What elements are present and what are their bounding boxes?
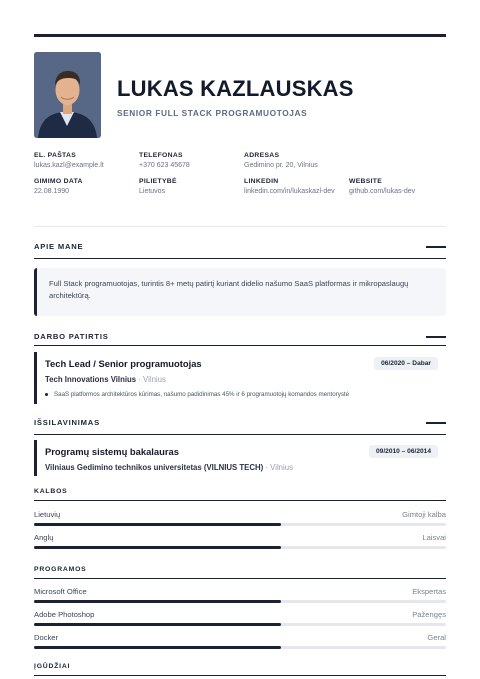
language-name: Anglų <box>34 533 54 542</box>
school-name: Vilniaus Gedimino technikos universitetas (VILNIUS TECH) <box>45 463 264 472</box>
section-head-experience <box>34 332 446 341</box>
info-label: PILIETYBĖ <box>139 178 177 186</box>
profile-photo <box>34 52 101 138</box>
section-rule <box>34 258 446 259</box>
info-value[interactable]: linkedin.com/in/lukaskazl-dev <box>244 188 335 196</box>
language-item <box>34 533 446 549</box>
section-dash <box>426 336 446 338</box>
info-value: Lietuvos <box>139 188 166 196</box>
info-address <box>244 152 349 170</box>
info-birthdate <box>34 178 139 196</box>
info-linkedin <box>244 178 349 196</box>
info-label: EL. PAŠTAS <box>34 152 77 159</box>
section-head-education <box>34 418 446 427</box>
bullet-dot-icon <box>45 393 48 396</box>
program-name: Microsoft Office <box>34 587 87 596</box>
level-bar <box>34 523 446 526</box>
sub-head-skills <box>34 663 446 676</box>
candidate-name: LUKAS KAZLAUSKAS <box>117 76 354 101</box>
language-level: Gimtoji kalba <box>402 510 446 519</box>
info-phone <box>139 152 244 170</box>
info-value[interactable]: github.com/lukas-dev <box>349 188 416 196</box>
level-bar-fill <box>34 600 281 603</box>
info-label: WEBSITE <box>349 178 383 186</box>
job-company <box>45 375 438 384</box>
info-email <box>34 152 139 170</box>
program-name: Adobe Photoshop <box>34 610 95 619</box>
school <box>45 463 438 472</box>
sub-rule <box>34 578 446 579</box>
level-bar-fill <box>34 523 281 526</box>
info-label: TELEFONAS <box>139 152 183 159</box>
school-location: · Vilnius <box>265 463 293 472</box>
sub-title: ĮGŪDŽIAI <box>34 663 71 670</box>
info-label: ADRESAS <box>244 152 280 159</box>
job-entry <box>34 352 446 404</box>
section-dash <box>426 246 446 248</box>
level-bar-fill <box>34 646 281 649</box>
language-item <box>34 510 446 526</box>
section-head-about <box>34 242 446 251</box>
resume-header <box>34 52 354 138</box>
info-website <box>349 178 446 196</box>
company-location: · Vilnius <box>138 375 166 384</box>
program-item <box>34 610 446 626</box>
sub-title: PROGRAMOS <box>34 566 87 573</box>
section-title: APIE MANE <box>34 242 84 251</box>
degree-title: Programų sistemų bakalauras <box>45 446 179 457</box>
info-value[interactable]: +370 623 45678 <box>139 162 190 169</box>
sub-head-languages <box>34 488 446 501</box>
section-title: DARBO PATIRTIS <box>34 332 109 341</box>
level-bar <box>34 546 446 549</box>
top-rule <box>34 34 446 37</box>
level-bar <box>34 600 446 603</box>
language-level: Laisvai <box>422 533 446 542</box>
contact-info-grid <box>34 152 446 197</box>
about-text: Full Stack programuotojas, turintis 8+ metų patirtį kuriant didelio našumo SaaS platformas ir mikropaslaugų architektūrą. <box>34 268 446 316</box>
program-name: Docker <box>34 633 59 642</box>
company-name: Tech Innovations Vilnius <box>45 375 137 384</box>
level-bar <box>34 646 446 649</box>
info-label: GIMIMO DATA <box>34 178 83 186</box>
info-value: 22.08.1990 <box>34 188 70 196</box>
name-block <box>117 76 354 118</box>
candidate-role: SENIOR FULL STACK PROGRAMUOTOJAS <box>117 108 308 118</box>
info-citizenship <box>139 178 244 196</box>
program-level: Geral <box>427 633 446 642</box>
info-divider <box>34 226 446 227</box>
sub-rule <box>34 675 446 676</box>
date-badge: 09/2010 – 06/2014 <box>369 445 438 458</box>
job-bullet <box>45 391 438 398</box>
level-bar-fill <box>34 546 281 549</box>
sub-title: KALBOS <box>34 488 68 495</box>
bullet-text: SaaS platformos architektūros kūrimas, našumo padidinimas 45% ir 6 programuotojų komandos mentorystė <box>54 391 350 398</box>
sub-head-programs <box>34 566 446 579</box>
section-title: IŠSILAVINIMAS <box>34 418 100 427</box>
info-value: Gedimino pr. 20, Vilnius <box>244 162 318 169</box>
sub-rule <box>34 500 446 501</box>
program-level: Ekspertas <box>412 587 446 596</box>
section-dash <box>426 422 446 424</box>
section-rule <box>34 434 446 435</box>
level-bar <box>34 623 446 626</box>
section-rule <box>34 345 446 346</box>
program-item <box>34 633 446 649</box>
info-empty <box>349 152 446 170</box>
level-bar-fill <box>34 623 281 626</box>
education-entry <box>34 440 446 476</box>
program-level: Pažengęs <box>412 610 446 619</box>
date-badge: 06/2020 – Dabar <box>374 357 438 370</box>
job-title: Tech Lead / Senior programuotojas <box>45 358 202 369</box>
info-label: LINKEDIN <box>244 178 279 186</box>
language-name: Lietuvių <box>34 510 61 519</box>
info-value[interactable]: lukas.kazl@example.lt <box>34 162 104 169</box>
program-item <box>34 587 446 603</box>
